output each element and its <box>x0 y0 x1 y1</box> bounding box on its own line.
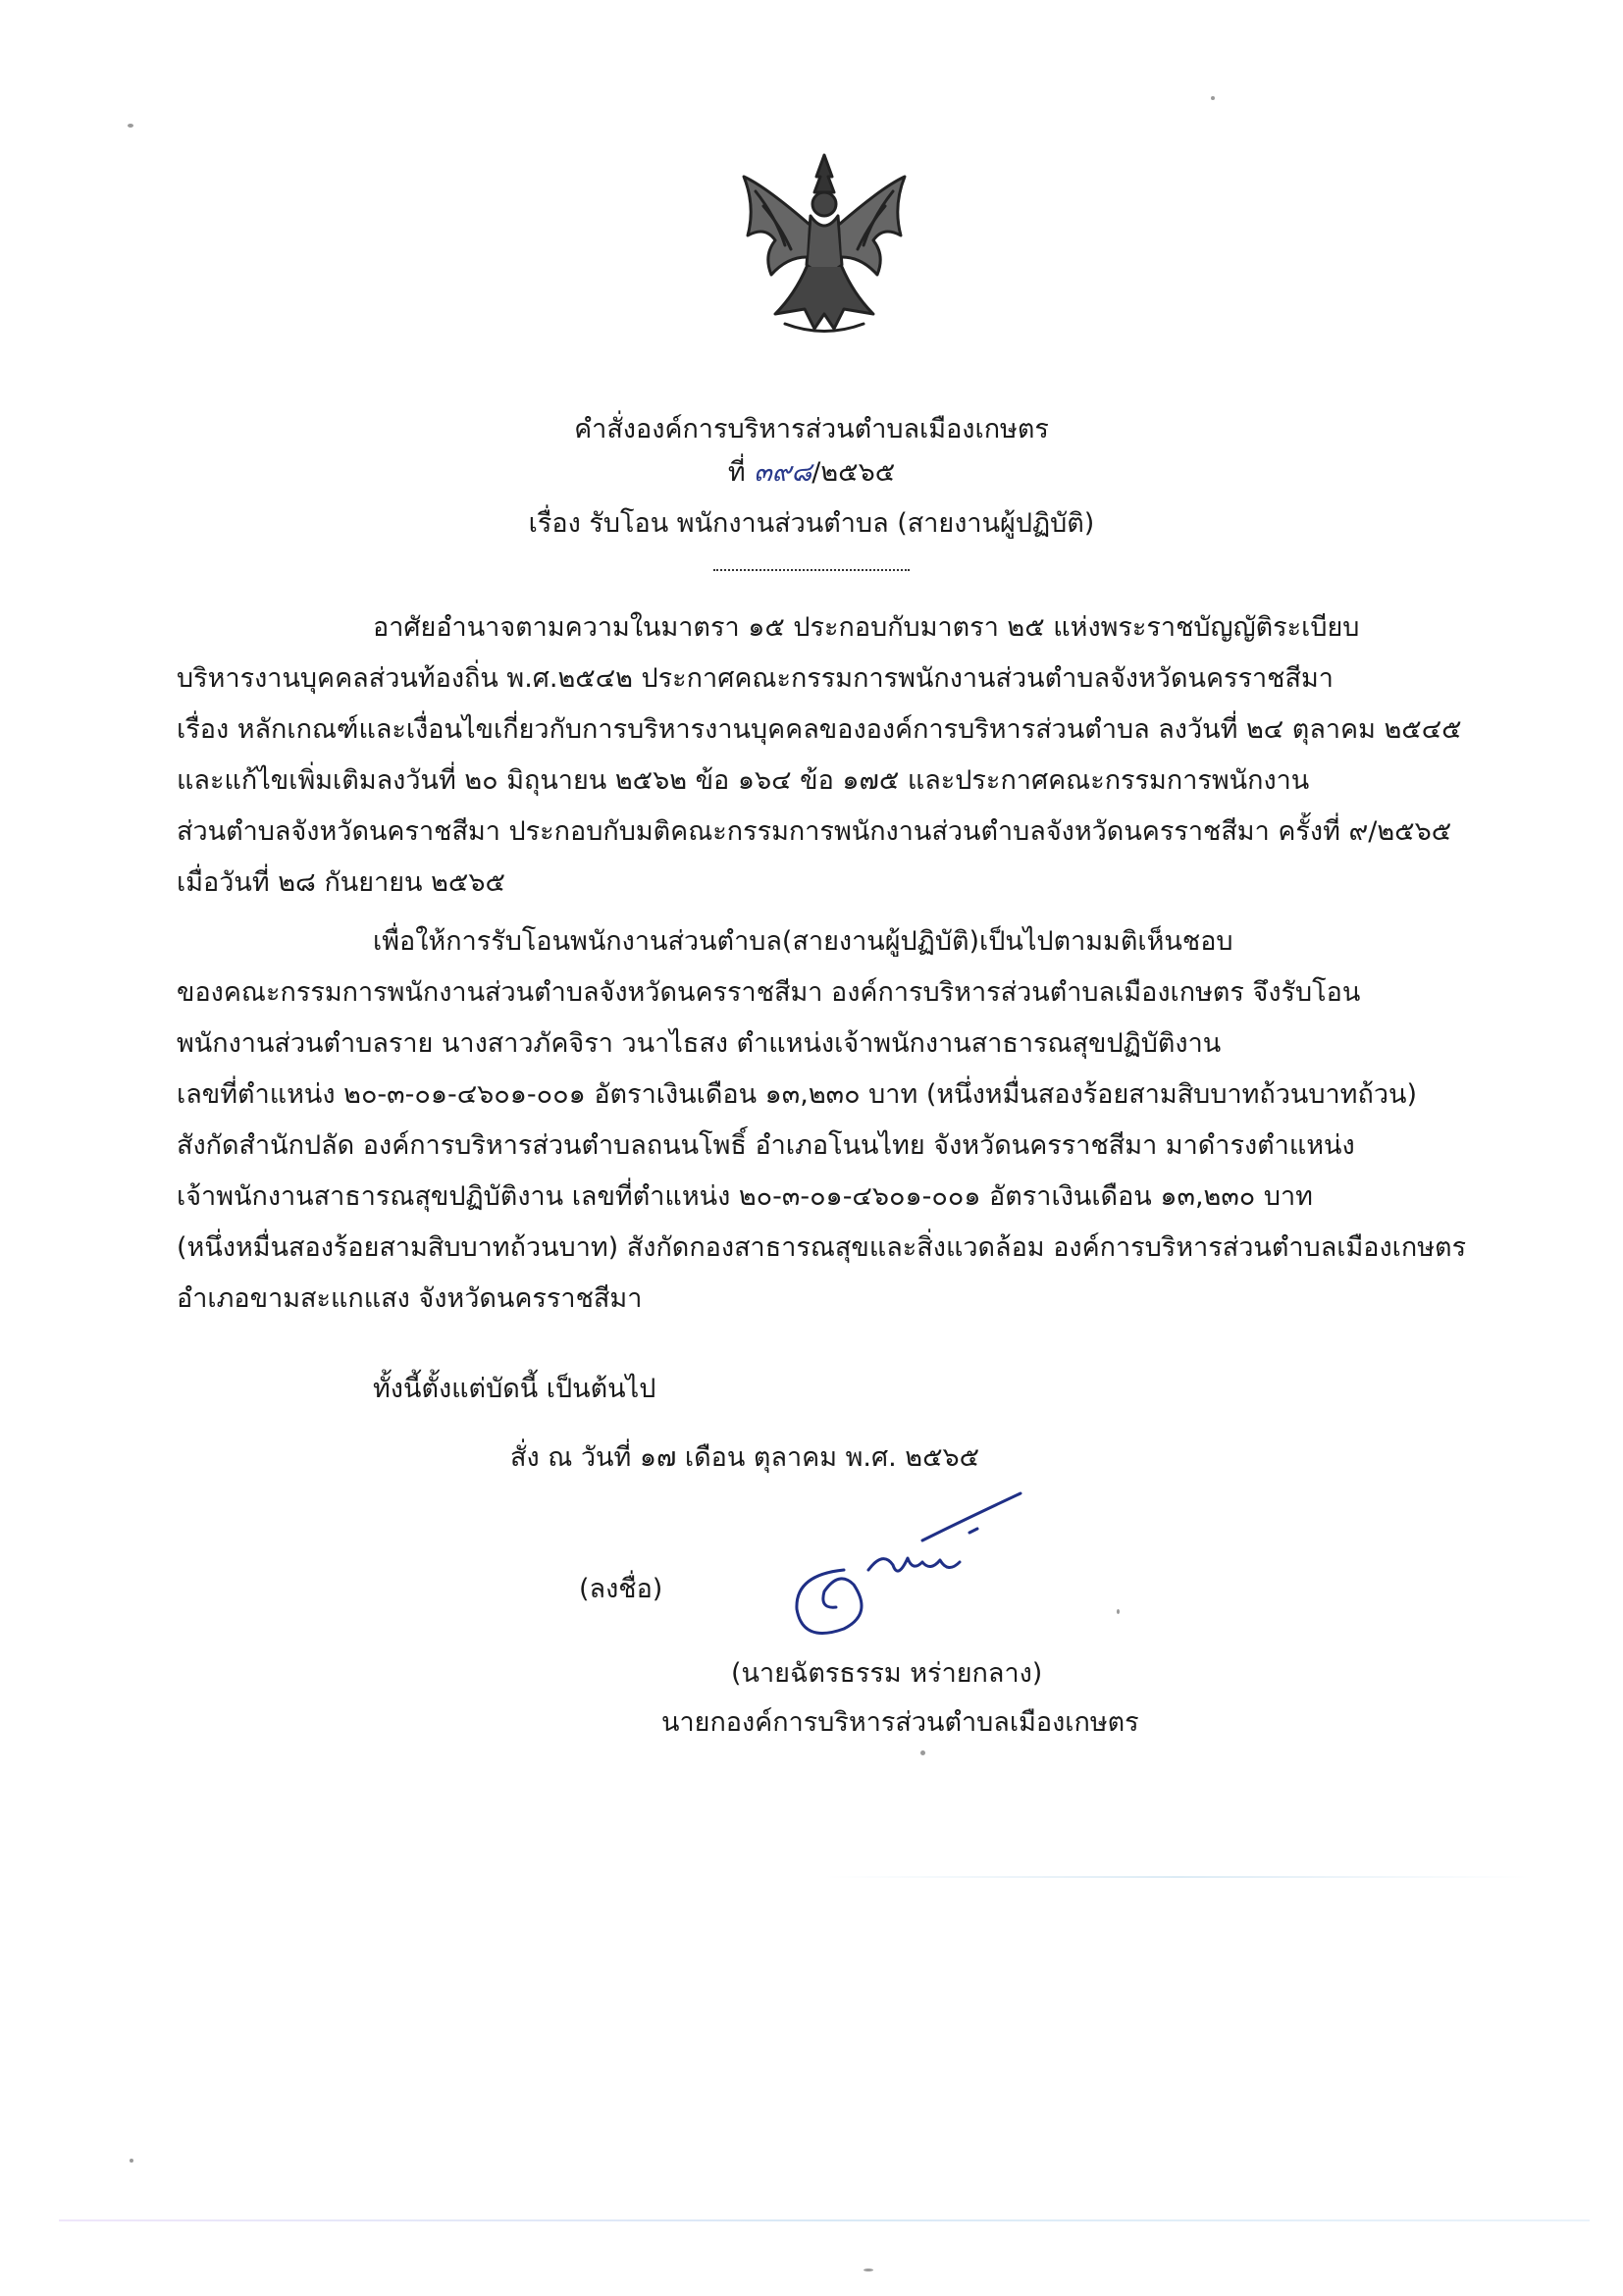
signed-label: (ลงชื่อ) <box>579 1574 663 1604</box>
scan-speck <box>920 1750 925 1755</box>
scan-speck <box>1211 96 1215 100</box>
effective-statement: ทั้งนี้ตั้งแต่บัดนี้ เป็นต้นไป <box>373 1374 656 1404</box>
order-number <box>0 453 1623 493</box>
paragraph1-line: เรื่อง หลักเกณฑ์และเงื่อนไขเกี่ยวกับการบริหารงานบุคคลขององค์การบริหารส่วนตำบล ลงวันที่ ๒๔ ตุลาคม ๒๕๔๕ <box>177 714 1462 745</box>
garuda-emblem-icon <box>726 147 922 343</box>
scan-speck <box>864 2269 873 2271</box>
paragraph2-line: อำเภอขามสะแกแสง จังหวัดนครราชสีมา <box>177 1283 643 1314</box>
paragraph2-line: เลขที่ตำแหน่ง ๒๐-๓-๐๑-๔๖๐๑-๐๐๑ อัตราเงินเดือน ๑๓,๒๓๐ บาท (หนึ่งหมื่นสองร้อยสามสิบบาทถ้วนบาทถ้วน) <box>177 1079 1417 1110</box>
scan-faint-line <box>824 1876 1531 1878</box>
paragraph1-line: เมื่อวันที่ ๒๘ กันยายน ๒๕๖๕ <box>177 867 505 898</box>
scan-bottom-line <box>59 2219 1590 2221</box>
paragraph2-line: เจ้าพนักงานสาธารณสุขปฏิบัติงาน เลขที่ตำแหน่ง ๒๐-๓-๐๑-๔๖๐๑-๐๐๑ อัตราเงินเดือน ๑๓,๒๓๐ บาท <box>177 1181 1313 1212</box>
dotted-separator <box>713 561 910 571</box>
scan-speck <box>128 124 133 128</box>
paragraph2-line: ของคณะกรรมการพนักงานส่วนตำบลจังหวัดนครราชสีมา องค์การบริหารส่วนตำบลเมืองเกษตร จึงรับโอน <box>177 977 1361 1008</box>
scan-speck <box>1117 1609 1120 1614</box>
order-number-suffix: /๒๕๖๕ <box>812 457 896 488</box>
signature-image <box>775 1482 1050 1648</box>
order-number-prefix: ที่ <box>727 457 755 488</box>
signer-name: (นายฉัตรธรรม หร่ายกลาง) <box>731 1658 1043 1689</box>
order-number-handwritten: ๓๙๘ <box>754 457 812 488</box>
paragraph2-line: (หนึ่งหมื่นสองร้อยสามสิบบาทถ้วนบาท) สังกัดกองสาธารณสุขและสิ่งแวดล้อม องค์การบริหารส่วนตำบลเมืองเกษตร <box>177 1232 1467 1263</box>
signer-position: นายกองค์การบริหารส่วนตำบลเมืองเกษตร <box>661 1707 1139 1738</box>
paragraph1-line: และแก้ไขเพิ่มเติมลงวันที่ ๒๐ มิถุนายน ๒๕๖๒ ข้อ ๑๖๔ ข้อ ๑๗๕ และประกาศคณะกรรมการพนักงาน <box>177 765 1310 796</box>
paragraph2-line: สังกัดสำนักปลัด องค์การบริหารส่วนตำบลถนนโพธิ์ อำเภอโนนไทย จังหวัดนครราชสีมา มาดำรงตำแหน่ง <box>177 1130 1355 1161</box>
ordered-date: สั่ง ณ วันที่ ๑๗ เดือน ตุลาคม พ.ศ. ๒๕๖๕ <box>510 1442 980 1473</box>
paragraph1-line: อาศัยอำนาจตามความในมาตรา ๑๕ ประกอบกับมาตรา ๒๕ แห่งพระราชบัญญัติระเบียบ <box>373 612 1360 643</box>
order-title: คำสั่งองค์การบริหารส่วนตำบลเมืองเกษตร <box>574 414 1049 444</box>
order-subject: เรื่อง รับโอน พนักงานส่วนตำบล (สายงานผู้ปฏิบัติ) <box>528 508 1095 539</box>
paragraph1-line: บริหารงานบุคคลส่วนท้องถิ่น พ.ศ.๒๕๔๒ ประกาศคณะกรรมการพนักงานส่วนตำบลจังหวัดนครราชสีมา <box>177 663 1334 694</box>
paragraph2-line: พนักงานส่วนตำบลราย นางสาวภัคจิรา วนาไธสง ตำแหน่งเจ้าพนักงานสาธารณสุขปฏิบัติงาน <box>177 1028 1222 1059</box>
scan-speck <box>130 2159 133 2163</box>
paragraph1-line: ส่วนตำบลจังหวัดนคราชสีมา ประกอบกับมติคณะกรรมการพนักงานส่วนตำบลจังหวัดนครราชสีมา ครั้งที่ ๙/๒๕๖๕ <box>177 816 1452 847</box>
paragraph2-line: เพื่อให้การรับโอนพนักงานส่วนตำบล(สายงานผู้ปฏิบัติ)เป็นไปตามมติเห็นชอบ <box>373 926 1233 957</box>
